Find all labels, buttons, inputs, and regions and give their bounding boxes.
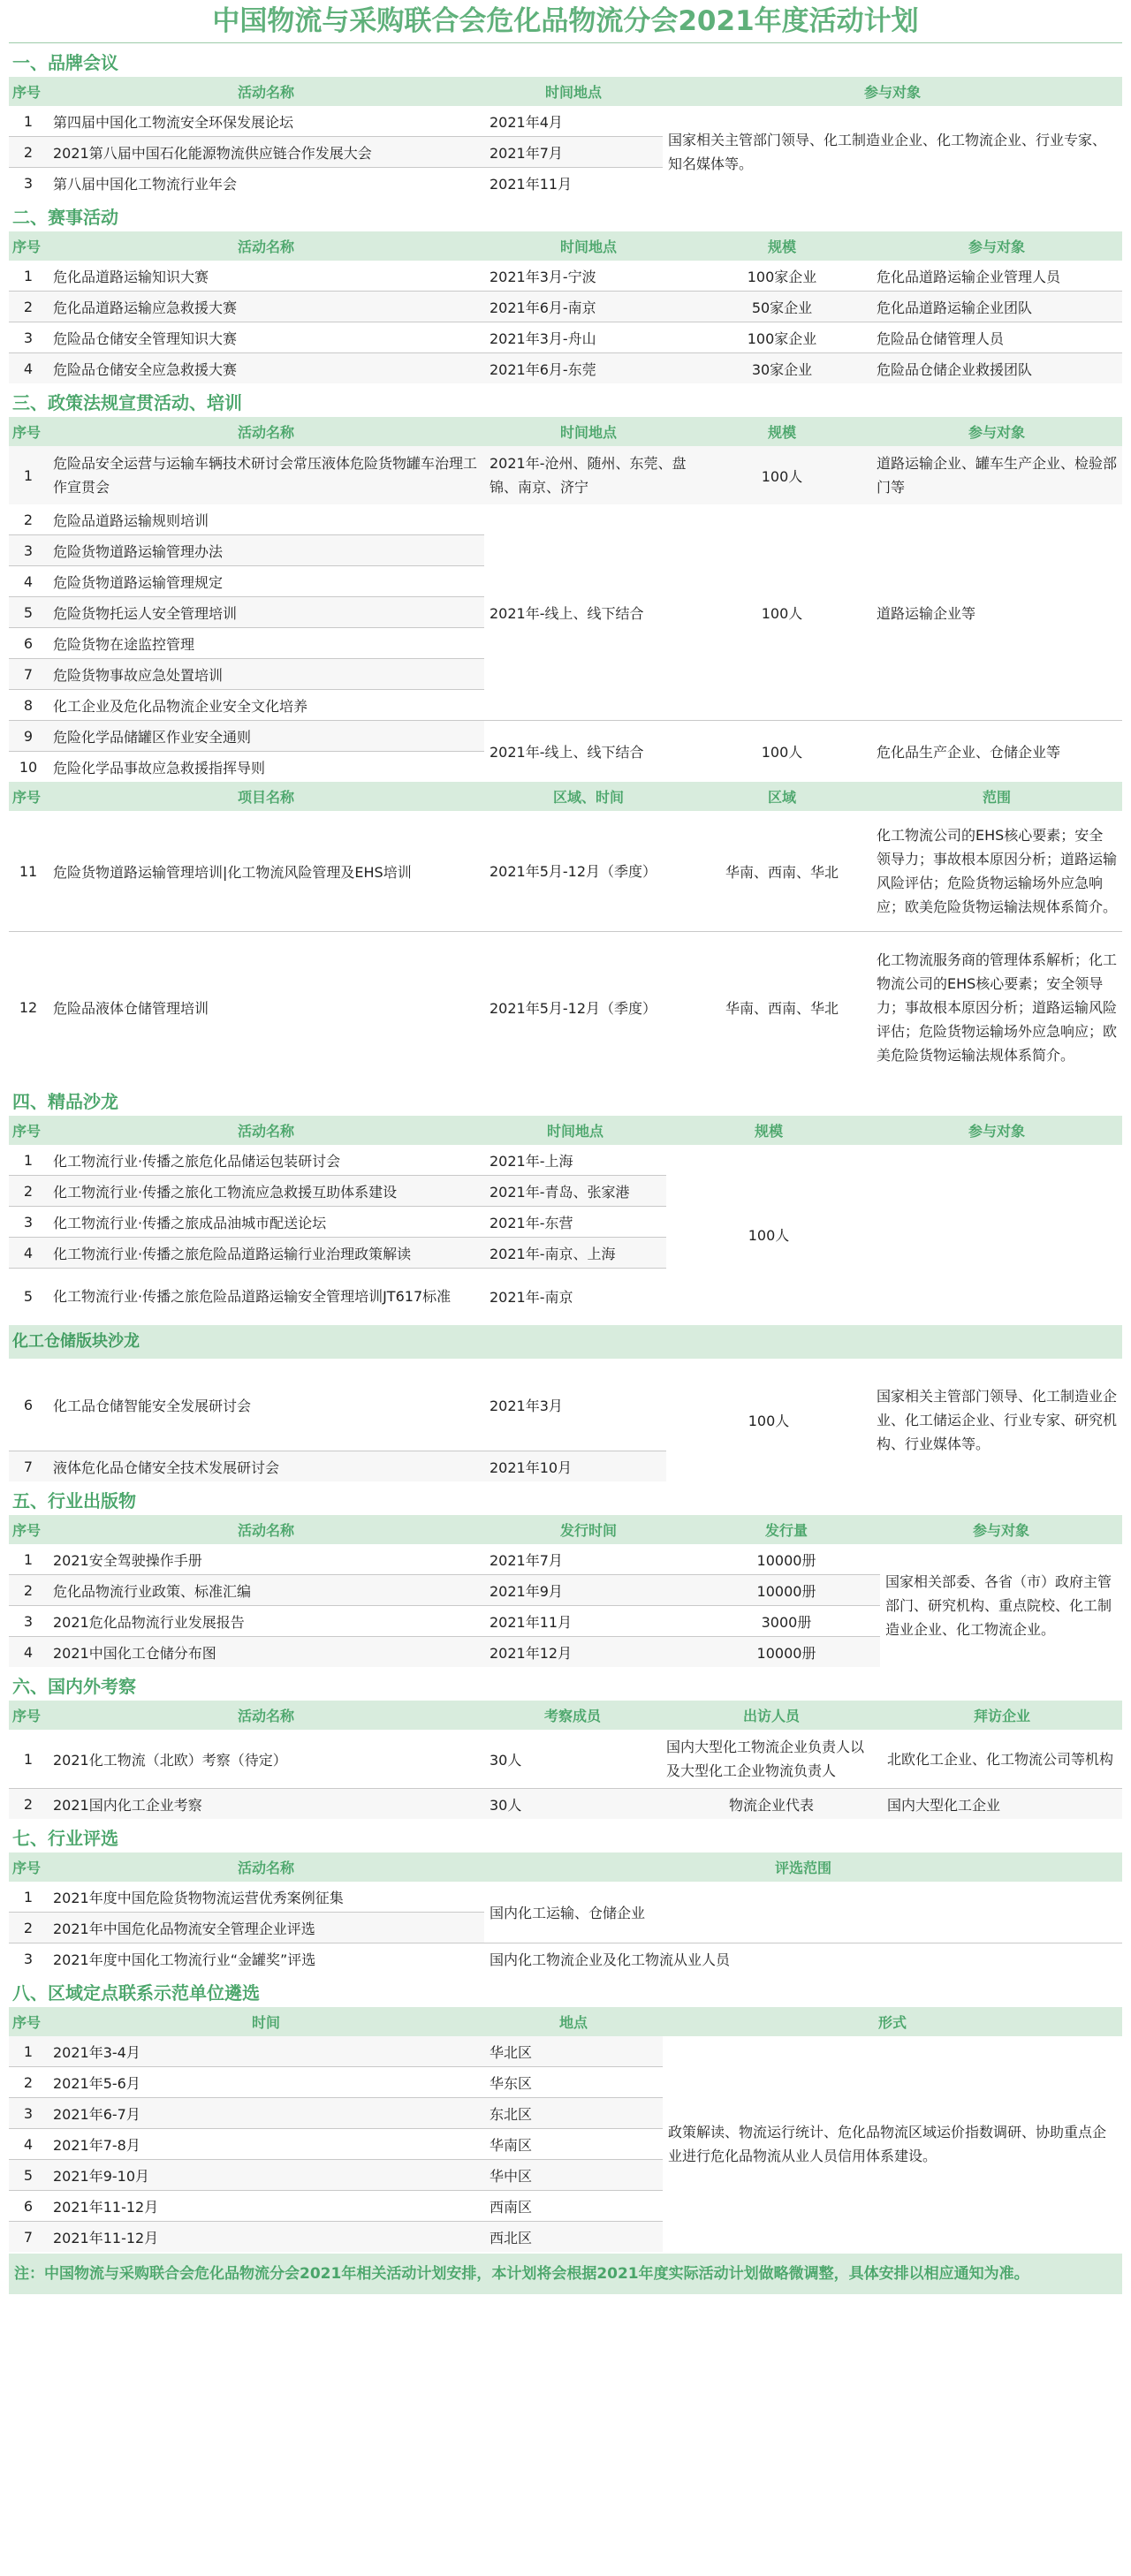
cell: 2021年-线上、线下结合	[484, 504, 693, 721]
table-row	[9, 1943, 1122, 1974]
cell: 道路运输企业等	[871, 504, 1122, 721]
cell: 危险货物道路运输管理培训|化工物流风险管理及EHS培训	[48, 811, 484, 932]
cell: 2021年-沧州、随州、东莞、盘锦、南京、济宁	[484, 446, 693, 504]
col-header: 区域、时间	[484, 782, 693, 811]
cell: 2021年5月-12月（季度）	[490, 999, 657, 1017]
cell: 危险品仓储管理人员	[871, 322, 1122, 353]
col-header: 序号	[9, 1852, 48, 1882]
cell: 10000册	[693, 1575, 880, 1606]
cell: 2021年3-4月	[48, 2036, 484, 2067]
cell: 3	[9, 2098, 48, 2129]
col-header: 发行量	[693, 1515, 880, 1544]
cell: 1	[9, 1730, 48, 1789]
table-row	[9, 261, 1122, 292]
cell: 国家相关主管部门领导、化工制造业企业、化工储运企业、行业专家、研究机构、行业媒体等。	[877, 1388, 1118, 1452]
cell: 危险货物事故应急处置培训	[48, 659, 484, 690]
cell: 化工物流行业·传播之旅化工物流应急救援互助体系建设	[48, 1176, 484, 1207]
col-header: 序号	[9, 782, 48, 811]
col-header: 序号	[9, 417, 48, 446]
cell: 3	[9, 1606, 48, 1637]
regional-selection-table	[9, 2007, 1122, 2252]
cell: 2021年7-8月	[48, 2129, 484, 2160]
cell: 华南、西南、华北	[693, 811, 871, 932]
section-title-inspections: 六、国内外考察	[12, 1676, 136, 1697]
cell: 1	[9, 1544, 48, 1575]
table-row	[9, 1359, 1122, 1451]
col-header: 活动名称	[48, 77, 484, 106]
cell: 2021年11月	[490, 175, 573, 193]
cell: 100家企业	[693, 322, 871, 353]
cell: 危化品道路运输知识大赛	[48, 261, 484, 292]
table-row	[9, 353, 1122, 384]
cell: 2021年11月	[484, 1606, 693, 1637]
cell: 危化品道路运输企业团队	[871, 292, 1122, 322]
cell: 100人	[748, 1226, 790, 1244]
cell: 华中区	[484, 2160, 663, 2191]
cell: 4	[9, 566, 48, 597]
col-header: 序号	[9, 231, 48, 261]
section-title-awards: 七、行业评选	[12, 1828, 118, 1849]
cell: 化工物流行业·传播之旅危险品道路运输行业治理政策解读	[48, 1238, 484, 1269]
page-title: 中国物流与采购联合会危化品物流分会2021年度活动计划	[9, 0, 1122, 43]
col-header: 发行时间	[484, 1515, 693, 1544]
cell: 3	[9, 535, 48, 566]
cell: 1	[9, 1882, 48, 1913]
cell: 2021年11-12月	[48, 2222, 484, 2253]
cell: 1	[9, 2036, 48, 2067]
cell: 危险化学品事故应急救援指挥导则	[53, 759, 266, 777]
cell: 7	[9, 2222, 48, 2253]
cell: 危险货物在途监控管理	[48, 628, 484, 659]
col-header: 参与对象	[663, 77, 1122, 106]
cell: 2021年9月	[484, 1575, 693, 1606]
cell: 华南、西南、华北	[725, 999, 839, 1017]
section-title-brand-meetings: 一、品牌会议	[12, 52, 118, 73]
col-header: 评选范围	[484, 1852, 1122, 1882]
col-header: 参与对象	[871, 231, 1122, 261]
cell: 6	[9, 2191, 48, 2222]
cell: 2021年4月	[484, 106, 663, 137]
cell: 化工企业及危化品物流企业安全文化培养	[48, 690, 484, 721]
table-row	[9, 292, 1122, 322]
cell: 4	[9, 1238, 48, 1269]
cell: 2	[9, 1789, 48, 1820]
cell: 危险品安全运营与运输车辆技术研讨会常压液体危险货物罐车治理工作宣贯会	[48, 446, 484, 504]
table-row	[9, 322, 1122, 353]
cell: 2021年-南京、上海	[484, 1238, 666, 1269]
cell: 危险品仓储安全管理知识大赛	[48, 322, 484, 353]
cell: 100人	[693, 504, 871, 721]
cell: 3	[23, 1950, 34, 1967]
cell: 危化品物流行业政策、标准汇编	[48, 1575, 484, 1606]
cell: 2021年-南京	[490, 1288, 573, 1306]
cell: 100家企业	[693, 261, 871, 292]
cell: 11	[9, 811, 48, 932]
cell: 1	[9, 261, 48, 292]
cell: 国家相关主管部门领导、化工制造业企业、化工物流企业、行业专家、知名媒体等。	[668, 132, 1107, 172]
cell: 2021年-上海	[484, 1145, 666, 1176]
salons-table	[9, 1116, 1122, 1323]
cell: 物流企业代表	[661, 1789, 882, 1820]
col-header: 活动名称	[48, 417, 484, 446]
cell: 1	[9, 446, 48, 504]
cell: 2021年度中国危险货物物流运营优秀案例征集	[48, 1882, 484, 1913]
cell: 8	[9, 690, 48, 721]
cell: 2021年6月-东莞	[484, 353, 693, 384]
cell: 危险品道路运输规则培训	[48, 504, 484, 535]
section-title-competitions: 二、赛事活动	[12, 207, 118, 228]
col-header: 时间地点	[484, 417, 693, 446]
cell: 华北区	[484, 2036, 663, 2067]
cell: 2021年度中国化工物流行业“金罐奖”评选	[53, 1951, 316, 1968]
table-row	[9, 446, 1122, 504]
table-row	[9, 811, 1122, 932]
section-title-regional-selection: 八、区域定点联系示范单位遴选	[12, 1982, 260, 2004]
cell: 7	[9, 1451, 48, 1482]
cell: 12	[19, 998, 38, 1016]
cell: 危化品道路运输应急救援大赛	[48, 292, 484, 322]
cell: 100人	[748, 1413, 790, 1429]
cell: 2	[9, 2067, 48, 2098]
col-header: 时间	[48, 2007, 484, 2036]
table-row	[9, 1544, 1122, 1575]
col-header: 活动名称	[48, 1116, 484, 1145]
section-title-policy-training: 三、政策法规宣贯活动、培训	[12, 392, 242, 413]
cell: 化工物流服务商的管理体系解析；化工物流公司的EHS核心要素；安全领导力；事故根本原因分析；道路运输风险评估；危险货物运输场外应急响应；欧美危险货物运输法规体系简介。	[877, 951, 1118, 1064]
cell: 2021年9-10月	[48, 2160, 484, 2191]
cell: 国内化工物流企业及化工物流从业人员	[490, 1951, 731, 1968]
col-header: 规模	[693, 417, 871, 446]
cell: 2021年5-6月	[48, 2067, 484, 2098]
cell: 危化品道路运输企业管理人员	[871, 261, 1122, 292]
table-row	[9, 1882, 1122, 1913]
cell: 30家企业	[693, 353, 871, 384]
cell: 4	[9, 2129, 48, 2160]
awards-table	[9, 1852, 1122, 1974]
cell: 2	[9, 1913, 48, 1943]
cell: 2	[9, 1176, 48, 1207]
cell: 2021年3月-舟山	[484, 322, 693, 353]
cell: 2021年10月	[484, 1451, 666, 1482]
col-header: 活动名称	[48, 231, 484, 261]
cell: 化工物流行业·传播之旅成品油城市配送论坛	[48, 1207, 484, 1238]
cell: 2021年-东营	[484, 1207, 666, 1238]
cell: 2021安全驾驶操作手册	[48, 1544, 484, 1575]
cell: 2021第八届中国石化能源物流供应链合作发展大会	[48, 137, 484, 168]
col-header: 序号	[9, 77, 48, 106]
cell: 2021中国化工仓储分布图	[48, 1637, 484, 1668]
cell: 第八届中国化工物流行业年会	[53, 175, 238, 193]
col-header: 活动名称	[48, 1852, 484, 1882]
cell: 10	[19, 758, 38, 776]
col-header: 规模	[666, 1116, 871, 1145]
col-header: 序号	[9, 1515, 48, 1544]
col-header: 时间地点	[484, 77, 663, 106]
section-title-publications: 五、行业出版物	[12, 1490, 136, 1512]
cell: 7	[9, 659, 48, 690]
cell: 3	[23, 174, 34, 192]
cell: 危险货物托运人安全管理培训	[48, 597, 484, 628]
cell: 2021国内化工企业考察	[48, 1789, 484, 1820]
cell: 危险品液体仓储管理培训	[53, 999, 209, 1017]
cell: 30人	[484, 1730, 661, 1789]
cell: 5	[9, 597, 48, 628]
col-header: 拜访企业	[882, 1701, 1122, 1730]
col-header: 项目名称	[48, 782, 484, 811]
table-row	[9, 2036, 1122, 2067]
col-header: 时间地点	[484, 231, 693, 261]
footnote: 注：中国物流与采购联合会危化品物流分会2021年相关活动计划安排，本计划将会根据2021年度实际活动计划做略微调整，具体安排以相应通知为准。	[9, 2254, 1122, 2294]
table-row	[9, 721, 1122, 752]
cell: 2021年3月	[484, 1359, 666, 1451]
cell	[871, 1145, 1122, 1323]
cell: 2021年-线上、线下结合	[490, 744, 644, 761]
cell: 化工物流公司的EHS核心要素；安全领导力；事故根本原因分析；道路运输风险评估；危险货物运输场外应急响应；欧美危险货物运输法规体系简介。	[871, 811, 1122, 932]
cell: 1	[9, 1145, 48, 1176]
subsection-title-warehousing-salon: 化工仓储版块沙龙	[9, 1325, 1122, 1359]
cell: 2021年6-7月	[48, 2098, 484, 2129]
cell: 3	[9, 1207, 48, 1238]
cell: 2021年7月	[484, 1544, 693, 1575]
cell: 2	[9, 504, 48, 535]
col-header: 地点	[484, 2007, 663, 2036]
cell: 华东区	[484, 2067, 663, 2098]
cell: 化工物流行业·传播之旅危险品道路运输安全管理培训JT617标准	[53, 1287, 452, 1305]
cell: 1	[9, 106, 48, 137]
cell: 国内大型化工物流企业负责人以及大型化工企业物流负责人	[661, 1730, 882, 1789]
cell: 2021年-青岛、张家港	[484, 1176, 666, 1207]
table-row	[9, 1730, 1122, 1789]
cell: 2	[9, 292, 48, 322]
cell: 政策解读、物流运行统计、危化品物流区域运价指数调研、协助重点企业进行危化品物流从业人员信用体系建设。	[668, 2124, 1107, 2164]
table-row	[9, 1145, 1122, 1176]
cell: 50家企业	[693, 292, 871, 322]
col-header: 序号	[9, 2007, 48, 2036]
col-header: 范围	[871, 782, 1122, 811]
inspections-table	[9, 1701, 1122, 1819]
col-header: 考察成员	[484, 1701, 661, 1730]
cell: 4	[9, 353, 48, 384]
cell: 危险化学品储罐区作业安全通则	[48, 721, 484, 752]
cell: 3000册	[693, 1606, 880, 1637]
cell: 2021年12月	[484, 1637, 693, 1668]
cell: 液体危化品仓储安全技术发展研讨会	[48, 1451, 484, 1482]
cell: 2021年5月-12月（季度）	[484, 811, 693, 932]
col-header: 时间地点	[484, 1116, 666, 1145]
cell: 西南区	[484, 2191, 663, 2222]
cell: 2	[9, 137, 48, 168]
cell: 5	[9, 2160, 48, 2191]
cell: 国家相关部委、各省（市）政府主管部门、研究机构、重点院校、化工制造业企业、化工物流企业。	[885, 1573, 1112, 1638]
brand-meetings-table	[9, 77, 1122, 198]
cell: 第四届中国化工物流安全环保发展论坛	[48, 106, 484, 137]
col-header: 活动名称	[48, 1701, 484, 1730]
cell: 华南区	[484, 2129, 663, 2160]
col-header: 参与对象	[871, 417, 1122, 446]
cell: 道路运输企业、罐车生产企业、检验部门等	[871, 446, 1122, 504]
cell: 东北区	[484, 2098, 663, 2129]
cell: 危化品生产企业、仓储企业等	[877, 744, 1061, 761]
cell: 9	[9, 721, 48, 752]
cell: 北欧化工企业、化工物流公司等机构	[882, 1730, 1122, 1789]
cell: 2021年11-12月	[48, 2191, 484, 2222]
page	[9, 0, 1122, 2294]
cell: 西北区	[484, 2222, 663, 2253]
cell: 2021年中国危化品物流安全管理企业评选	[48, 1913, 484, 1943]
cell: 100人	[761, 744, 803, 761]
cell: 30人	[484, 1789, 661, 1820]
policy-training-table	[9, 417, 1122, 1082]
table-row	[9, 932, 1122, 1083]
cell: 4	[9, 1637, 48, 1668]
cell: 危险品仓储企业救援团队	[871, 353, 1122, 384]
col-header: 出访人员	[661, 1701, 882, 1730]
cell: 5	[23, 1287, 34, 1305]
table-row	[9, 504, 1122, 535]
col-header: 区域	[693, 782, 871, 811]
col-header: 活动名称	[48, 1515, 484, 1544]
cell: 10000册	[693, 1544, 880, 1575]
cell: 6	[9, 1359, 48, 1451]
cell: 2	[9, 1575, 48, 1606]
cell: 危险品仓储安全应急救援大赛	[48, 353, 484, 384]
cell: 2021年7月	[484, 137, 663, 168]
col-header: 形式	[663, 2007, 1122, 2036]
warehousing-salon-table	[9, 1359, 1122, 1481]
cell: 3	[9, 322, 48, 353]
col-header: 参与对象	[880, 1515, 1122, 1544]
col-header: 序号	[9, 1116, 48, 1145]
cell: 化工物流行业·传播之旅危化品储运包装研讨会	[48, 1145, 484, 1176]
cell: 10000册	[693, 1637, 880, 1668]
table-row	[9, 1789, 1122, 1820]
cell: 化工品仓储智能安全发展研讨会	[48, 1359, 484, 1451]
cell: 危险货物道路运输管理办法	[48, 535, 484, 566]
cell: 危险货物道路运输管理规定	[48, 566, 484, 597]
cell: 2021年6月-南京	[484, 292, 693, 322]
section-title-salons: 四、精品沙龙	[12, 1091, 118, 1112]
col-header: 序号	[9, 1701, 48, 1730]
cell: 国内大型化工企业	[882, 1789, 1122, 1820]
cell: 6	[9, 628, 48, 659]
cell: 2021年3月-宁波	[484, 261, 693, 292]
col-header: 规模	[693, 231, 871, 261]
competitions-table	[9, 231, 1122, 383]
cell: 100人	[693, 446, 871, 504]
publications-table	[9, 1515, 1122, 1667]
cell: 国内化工运输、仓储企业	[484, 1882, 1122, 1943]
cell: 2021危化品物流行业发展报告	[48, 1606, 484, 1637]
col-header: 参与对象	[871, 1116, 1122, 1145]
table-row	[9, 106, 1122, 137]
cell: 2021化工物流（北欧）考察（待定）	[48, 1730, 484, 1789]
